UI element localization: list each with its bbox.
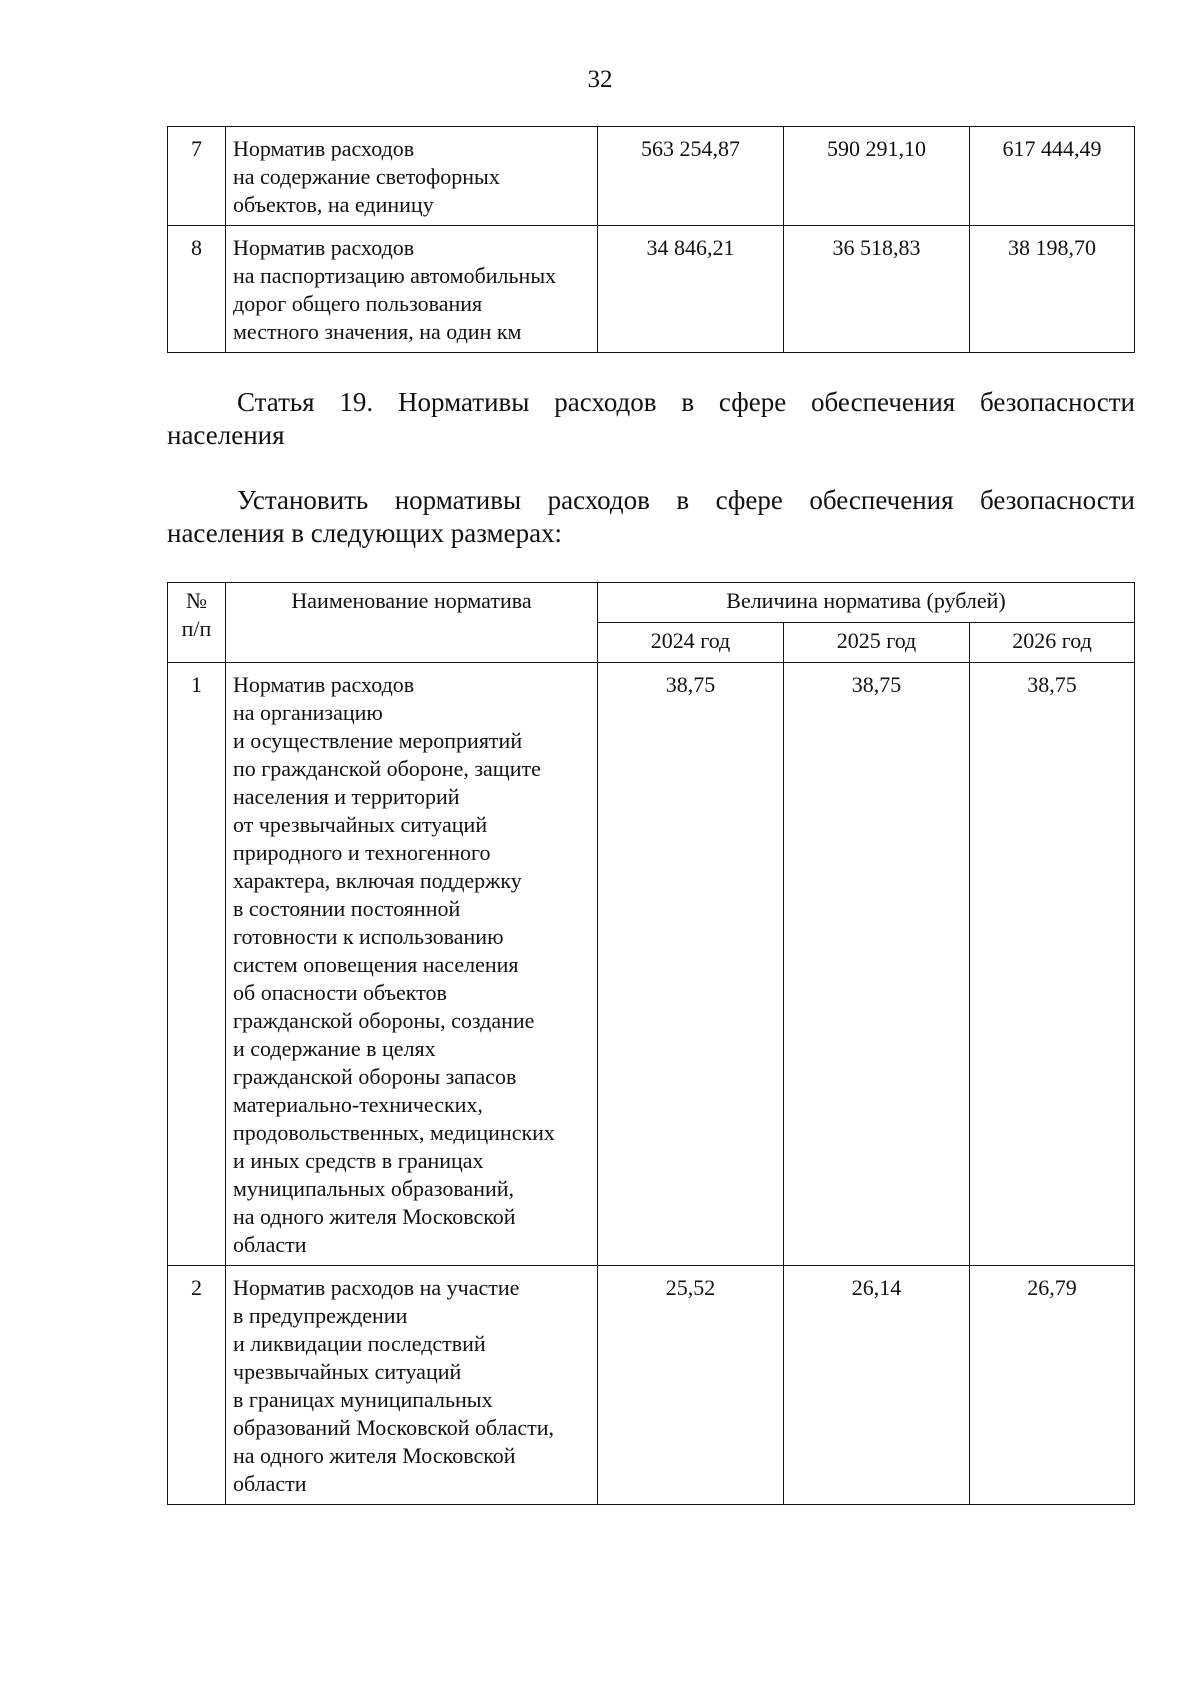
intro-line-1: Установить нормативы расходов в сфере обеспечения безопасности [237,485,1135,515]
value-2026: 38,75 [970,663,1135,1266]
norm-name-line: местного значения, на один км [233,319,522,344]
value-2026: 38 198,70 [970,226,1135,353]
norm-name-line: и осуществление мероприятий [233,728,523,753]
norm-name-line: области [233,1471,307,1496]
norm-name-line: по гражданской обороне, защите [233,756,541,781]
norm-name-line: на содержание светофорных [233,164,500,189]
value-2026: 26,79 [970,1266,1135,1505]
table1-body [168,127,1135,353]
header-number-abbrev: п/п [181,616,212,641]
norm-name-line: и иных средств в границах [233,1148,484,1173]
value-2025: 26,14 [784,1266,970,1505]
norm-name-line: на одного жителя Московской [233,1443,516,1468]
norm-name-line: гражданской обороны запасов [233,1064,517,1089]
article-title-line-1: Статья 19. Нормативы расходов в сфере обеспечения безопасности [237,387,1135,417]
norm-name-line: дорог общего пользования [233,291,483,316]
norm-name [226,226,598,353]
intro-paragraph [167,484,1135,550]
norm-name-line: объектов, на единицу [233,192,434,217]
header-number-symbol: № [186,588,207,613]
header-name-cell: Наименование норматива [226,583,598,663]
norm-name-line: на одного жителя Московской [233,1204,516,1229]
norm-name-line: материально-технических, [233,1092,483,1117]
value-2024: 38,75 [598,663,784,1266]
table-row [168,226,1135,353]
article-heading [167,386,1135,452]
norm-name-line: муниципальных образований, [233,1176,515,1201]
norms-table-continued [167,126,1135,353]
norm-name [226,1266,598,1505]
value-2025: 38,75 [784,663,970,1266]
table-row [168,127,1135,226]
norm-name-line: Норматив расходов [233,136,415,161]
header-year-2025: 2025 год [784,623,970,663]
norm-name-line: и ликвидации последствий [233,1331,486,1356]
norm-name-line: систем оповещения населения [233,952,519,977]
norm-name-line: образований Московской области, [233,1415,555,1440]
norm-name-line: населения и территорий [233,784,460,809]
norm-name-line: об опасности объектов [233,980,447,1005]
page-number: 32 [587,66,613,93]
norm-name-line: Норматив расходов [233,672,415,697]
norm-name-line: в границах муниципальных [233,1387,493,1412]
norm-name-line: и содержание в целях [233,1036,436,1061]
value-2025: 590 291,10 [784,127,970,226]
norm-name-line: природного и техногенного [233,840,491,865]
row-number: 8 [168,226,226,353]
norm-name-line: Норматив расходов на участие [233,1275,520,1300]
table2-body [168,663,1135,1505]
norm-name-line: на организацию [233,700,383,725]
norm-name-line: гражданской обороны, создание [233,1008,535,1033]
value-2025: 36 518,83 [784,226,970,353]
safety-norms-table [167,582,1135,1505]
norm-name-line: продовольственных, медицинских [233,1120,555,1145]
norm-name-line: готовности к использованию [233,924,504,949]
norm-name [226,127,598,226]
norm-name-line: характера, включая поддержку [233,868,522,893]
header-value-group: Величина норматива (рублей) [598,583,1135,623]
table-row [168,1266,1135,1505]
norm-name-line: от чрезвычайных ситуаций [233,812,488,837]
norm-name-line: чрезвычайных ситуаций [233,1359,462,1384]
header-year-2024: 2024 год [598,623,784,663]
article-title-line-2: населения [167,420,285,450]
header-number-cell [168,583,226,663]
norm-name-line: Норматив расходов [233,235,415,260]
header-year-2026: 2026 год [970,623,1135,663]
norm-name-line: в предупреждении [233,1303,408,1328]
norm-name-line: области [233,1232,307,1257]
value-2026: 617 444,49 [970,127,1135,226]
intro-line-2: населения в следующих размерах: [167,518,563,548]
row-number: 1 [168,663,226,1266]
norm-name [226,663,598,1266]
table-row [168,663,1135,1266]
norm-name-line: на паспортизацию автомобильных [233,263,557,288]
value-2024: 34 846,21 [598,226,784,353]
norm-name-line: в состоянии постоянной [233,896,461,921]
row-number: 2 [168,1266,226,1505]
row-number: 7 [168,127,226,226]
value-2024: 25,52 [598,1266,784,1505]
value-2024: 563 254,87 [598,127,784,226]
